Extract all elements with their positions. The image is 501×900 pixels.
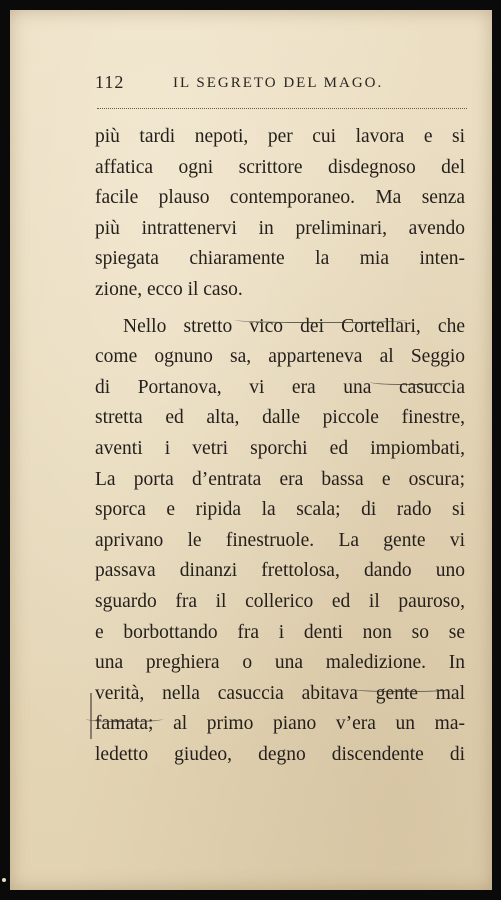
pencil-margin-mark	[90, 693, 92, 739]
book-page	[10, 10, 492, 890]
text-line: aprivano le finestruole. La gente vi	[95, 529, 465, 551]
text-line: di Portanova, vi era una casuccia	[95, 376, 465, 398]
text-line: ledetto giudeo, degno discendente di	[95, 743, 465, 765]
text-line: La porta d’entrata era bassa e oscura;	[95, 468, 465, 490]
text-line: più tardi nepoti, per cui lavora e si	[95, 126, 465, 147]
text-line: una preghiera o una maledizione. In	[95, 652, 465, 674]
text-line: e borbottando fra i denti non so se	[95, 621, 465, 643]
text-line: affatica ogni scrittore disdegnoso del	[95, 156, 465, 178]
text-line: passava dinanzi frettolosa, dando uno	[95, 560, 465, 582]
running-title: IL SEGRETO DEL MAGO.	[173, 75, 384, 91]
running-head	[95, 72, 475, 98]
page-number: 112	[95, 72, 125, 92]
body-text	[95, 122, 465, 770]
text-line: facile plauso contemporaneo. Ma senza	[95, 187, 465, 209]
text-line: spiegata chiaramente la mia inten-	[95, 248, 465, 270]
text-line: più intrattenervi in preliminari, avendo	[95, 217, 465, 239]
pencil-underline-famata	[86, 717, 163, 722]
text-line: aventi i vetri sporchi ed impiombati,	[95, 437, 465, 459]
text-line: zione, ecco il caso.	[95, 278, 243, 300]
text-line: stretta ed alta, dalle piccole finestre,	[95, 407, 465, 429]
text-line: Nello stretto vico dei Cortellari, che	[123, 315, 465, 337]
text-line: come ognuno sa, apparteneva al Seggio	[95, 346, 465, 368]
text-line: sguardo fra il collerico ed il pauroso,	[95, 590, 465, 612]
text-line: famata; al primo piano v’era un ma-	[95, 713, 465, 735]
text-line: verità, nella casuccia abitava gente mal	[95, 682, 465, 704]
header-rule	[97, 108, 467, 109]
scan-speck	[2, 878, 6, 882]
text-line: sporca e ripida la scala; di rado si	[95, 499, 465, 521]
